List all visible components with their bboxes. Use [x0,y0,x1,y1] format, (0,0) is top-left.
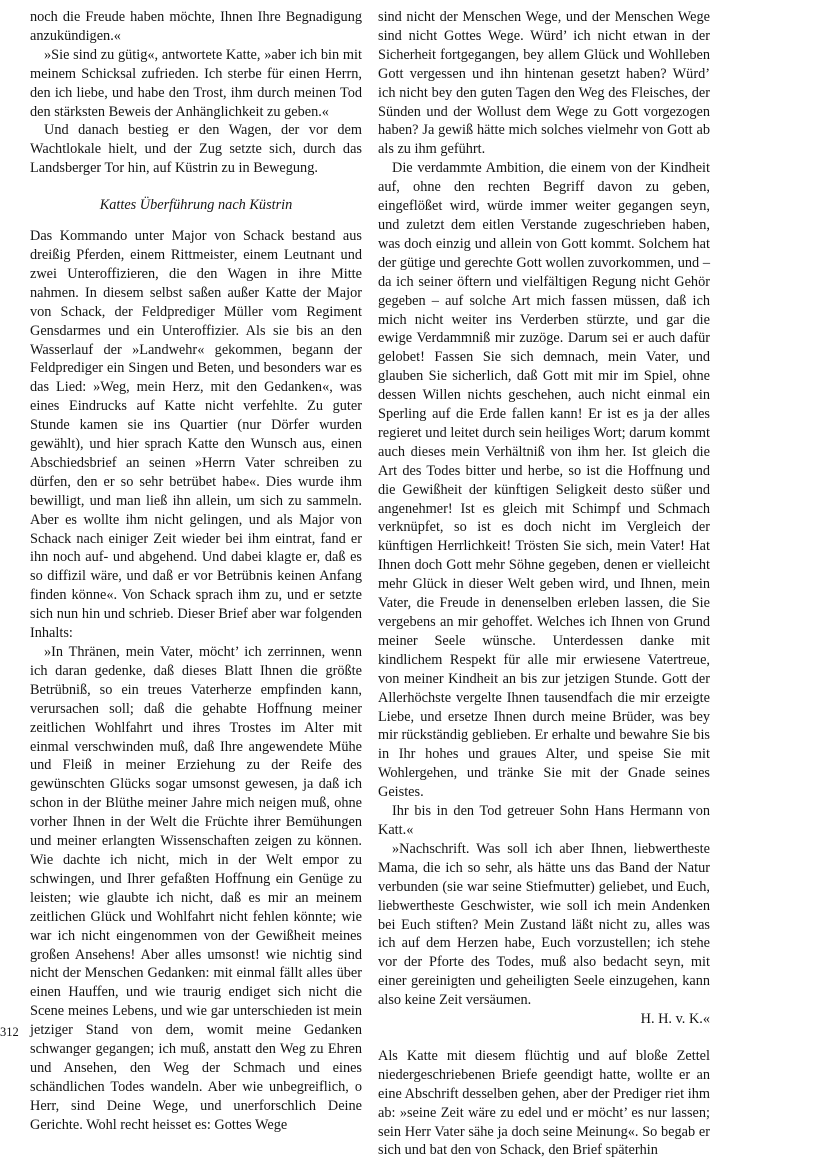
paragraph: Als Katte mit diesem flüchtig und auf bloße Zettel niedergeschriebenen Briefe geendigt hatte, wollte er an eine Abschrift desselben gehen, aber der Prediger riet ihm ab: »seine Zeit wäre zu edel und er möcht’ es nur lassen; sein Herr Vater sähe ja doch seine Meinung«. So begab er sich und bat den von Schack, den Brief späterhin [378,1047,710,1159]
paragraph-gap [378,1029,710,1047]
paragraph: Das Kommando unter Major von Schack bestand aus dreißig Pferden, einem Rittmeister, einem Leutnant und zwei Unteroffizieren, die den Wagen in ihre Mitte nahmen. In diesem selbst saßen außer Katte der Major von Schack, der Feldprediger Müller vom Regiment Gensdarmes und ein Unteroffizier. Als sie bis an den Wasserlauf der »Landwehr« gekommen, begann der Feldprediger ein Singen und Beten, und besonders war es das Lied: »Weg, mein Herz, mit den Gedanken«, was eines Eindrucks auf Katte nicht verfehlte. Zu guter Stunde kamen sie ins Quartier (nur Dörfer wurden gewählt), und hier sprach Katte den Wunsch aus, einen Abschiedsbrief an seinen »Herrn Vater schreiben zu dürfen, den er so sehr betrübet habe«. Dies wurde ihm bewilligt, und man ließ ihn allein, um sich zu sammeln. Aber es wollte ihm nicht gelingen, und als Major von Schack nach einiger Zeit wieder bei ihm eintrat, fand er ihn noch auf- und abgehend. Und dabei klagte er, daß es so diffizil wäre, und daß er vor Betrübnis keinen Anfang finden könne«. Von Schack sprach ihm zu, und er setzte sich nun hin und schrieb. Dieser Brief aber war folgenden Inhalts: [30,228,362,642]
paragraph: sind nicht der Menschen Wege, und der Menschen Wege sind nicht Gottes Wege. Würd’ ich nicht etwan in der Sicherheit fortgegangen, bey allem Glück und Wohlleben Gott vergessen und ihn hintenan gesetzt haben? Würd’ ich nicht bey den guten Tagen den Weg des Fleisches, der Sünden und der Wollust dem Wege zu Gott vorgezogen haben? Ja gewiß hätte mich solches vielmehr von Gott ab als zu ihm geführt. [378,9,710,158]
page-number: 312 [0,1025,19,1039]
paragraph: »Nachschrift. Was soll ich aber Ihnen, liebwertheste Mama, die ich so sehr, als hätte uns das Band der Natur verbunden (sie war seine Stiefmutter) geliebet, und Euch, liebwertheste Geschwister, wie soll ich mein Andenken bei Euch stiften? Mein Zustand läßt nicht zu, alles was ich auf dem Herzen habe, Euch vorzustellen; ich stehe vor der Pforte des Todes, muß also bedacht seyn, mit einer gereinigten und geheiligten Seele einzugehen, kann also keine Zeit versäumen. [378,840,710,1009]
right-column [378,8,710,1160]
paragraph: Und danach bestieg er den Wagen, der vor dem Wachtlokale hielt, und der Zug setzte sich, durch das Landsberger Tor hin, auf Küstrin zu in Bewegung. [30,122,362,177]
book-page [30,8,786,1159]
paragraph: Ihr bis in den Tod getreuer Sohn Hans Hermann von Katt.« [378,803,710,838]
paragraph: noch die Freude haben möchte, Ihnen Ihre Begnadigung anzukündigen.« [30,9,362,44]
paragraph: »Sie sind zu gütig«, antwortete Katte, »aber ich bin mit meinem Schicksal zufrieden. Ich sterbe für einen Herrn, den ich liebe, und habe den Trost, ihm durch meinen Tod den stärksten Beweis der Anhänglichkeit zu geben.« [30,46,362,120]
left-column [30,8,362,1135]
letter-signature: H. H. v. K.« [640,1011,710,1028]
paragraph: »In Thränen, mein Vater, möcht’ ich zerrinnen, wenn ich daran gedenke, daß dieses Blatt Ihnen die größte Betrübniß, so ein treues Vaterherze empfinden kann, verursachen soll; daß die gehabte Hoffnung meiner zeitlichen Wohlfahrt und ihres Trostes im Alter mit einmal verschwinden muß, daß Ihre angewendete Mühe und Fleiß in meiner Erziehung zu der Reife des gewünschten Glücks sogar umsonst gewesen, ja daß ich schon in der Blüthe meiner Jahre mich neigen muß, ohne vorher Ihnen in der Welt die Früchte ihrer Bemühungen und meiner erlangten Wissenschaften zeigen zu können. Wie dachte ich nicht, mich in der Welt empor zu schwingen, und Ihrer gefaßten Hoffnung ein Genüge zu leisten; wie glaubte ich nicht, daß es mir an meinem zeitlichen Glück und Wohlfahrt nicht fehlen könnte; wie war ich nicht eingenommen von der Gewißheit meines großen Ansehens! Aber alles umsonst! wie nichtig sind nicht der Menschen Gedanken: mit einmal fällt alles über einen Hauffen, und wie traurig endiget sich nicht die Scene meines Lebens, und wie gar unterschieden ist mein jetziger Stand von dem, womit meine Gedanken schwanger gegangen; ich muß, anstatt den Weg zu Ehren und Ansehen, den Weg der Schmach und eines schändlichen Todes wandeln. Aber wie unbegreiflich, o Herr, sind Deine Wege, und unerforschlich Deine Gerichte. Wohl recht heisset es: Gottes Wege [30,644,362,1133]
paragraph: Die verdammte Ambition, die einem von der Kindheit auf, ohne den rechten Begriff davon zu geben, eingeflößet wird, würde immer weiter gegangen seyn, und zuletzt dem eitlen Verstande zugeschrieben haben, was doch einzig und allein von Gott kommt. Solchem hat der gütige und gerechte Gott wollen zuvorkommen, und – da ich seiner öftern und vielfältigen Regung nicht Gehör gegeben – auf solche Art mich fassen müssen, daß ich mich nicht weiter ins Verderben stürzte, und gar die ewige Verdammniß mir zuzöge. Darum sei er auch dafür gelobet! Fassen Sie sich demnach, mein Vater, und glauben Sie sicherlich, daß Gott mit mir im Spiel, ohne dessen Willen nichts geschehen, auch nicht einmal ein Sperling auf die Erde fallen kann! Er ist es ja der alles regieret und leitet durch sein heiliges Wort; darum kommt auch dieses mein Verhältniß von ihm her. Ist gleich die Art des Todes bitter und herbe, so ist die Hoffnung und die Gewißheit der künftigen Seligkeit desto süßer und angenehmer! Ist es gleich mit Schimpf und Schmach verknüpfet, so ist es doch nicht im Vergleich der künftigen Herrlichkeit! Trösten Sie sich, mein Vater! Hat Ihnen doch Gott mehr Söhne gegeben, denen er vielleicht mehr Glück in dieser Welt geben wird, und Ihnen, mein Vater, die Freude in denenselben erleben lassen, die Sie vergebens an mir gehoffet. Welches ich Ihnen von Grund meiner Seele wünsche. Unterdessen danke mit kindlichem Respekt für alle mir erwiesene Vatertreue, von meiner Kindheit an bis zur jetzigen Stunde. Gott der Allerhöchste vergelte Ihnen tausendfach die mir erzeigte Liebe, und ersetze Ihnen durch meine Brüder, was bey mir rückständig geblieben. Er erhalte und bewahre Sie bis in Ihr hohes und graues Alter, und speise Sie mit Wohlergehen, und tränke Sie mit der Gnade seines Geistes. [378,160,710,801]
section-heading: Kattes Überführung nach Küstrin [99,197,293,214]
